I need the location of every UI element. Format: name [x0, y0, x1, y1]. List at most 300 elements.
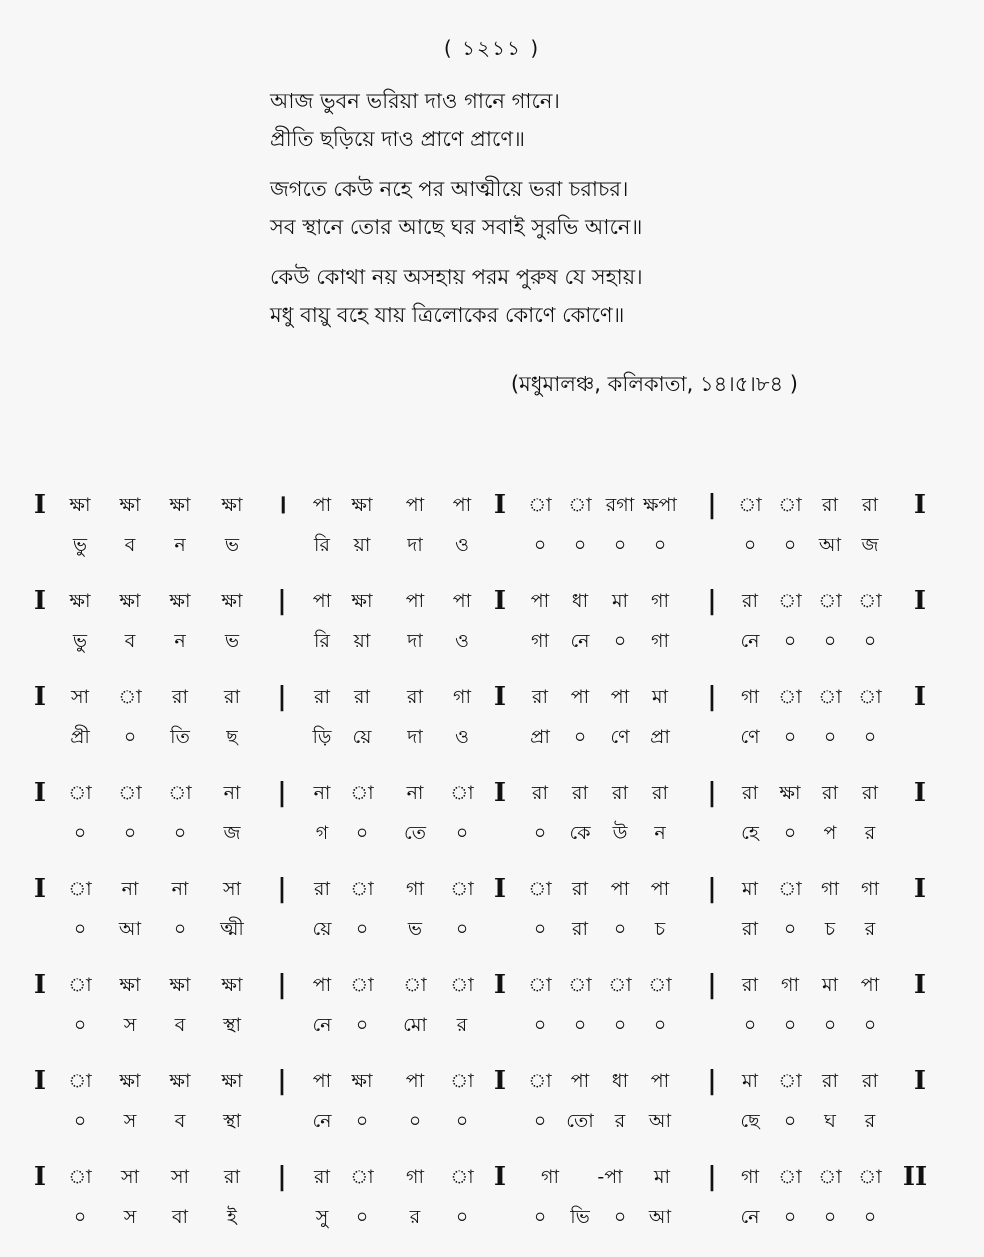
swara-note: ক্ষা — [221, 590, 243, 612]
lyric-syllable: ০ — [823, 630, 837, 652]
swara-note: া — [818, 686, 842, 708]
bar-line: I — [493, 778, 507, 808]
lyric-syllable: তি — [170, 726, 190, 748]
lyric-syllable: ০ — [653, 1014, 667, 1036]
lyric-line: প্রীতি ছড়িয়ে দাও প্রাণে প্রাণে॥ — [270, 127, 525, 151]
credit-line: (মধুমালঞ্চ, কলিকাতা, ১৪।৫।৮৪ ) — [510, 372, 798, 396]
swara-note: া — [858, 590, 882, 612]
lyric-syllable: নে — [740, 1206, 760, 1228]
lyric-syllable: ০ — [455, 1206, 469, 1228]
swara-note: া — [450, 878, 474, 900]
swara-note: ক্ষা — [119, 1070, 141, 1092]
swara-note: া — [68, 782, 92, 804]
lyric-syllable: বা — [171, 1206, 189, 1228]
swara-note: সা — [120, 1166, 140, 1188]
lyric-syllable: ব — [174, 1014, 186, 1036]
lyric-syllable: ০ — [173, 822, 187, 844]
lyric-syllable: ০ — [73, 1206, 87, 1228]
lyric-syllable: ০ — [355, 918, 369, 940]
bar-line: I — [33, 682, 47, 712]
lyric-syllable: স — [123, 1014, 137, 1036]
swara-note: রা — [742, 590, 758, 612]
swara-note: না — [171, 878, 189, 900]
swara-note: পা — [452, 590, 472, 612]
swara-note: গা — [821, 878, 839, 900]
bar-line: | — [277, 874, 287, 904]
swara-note: রা — [532, 686, 548, 708]
lyric-syllable: জ — [861, 534, 879, 556]
swara-note: া — [778, 878, 802, 900]
lyric-syllable: ন — [174, 630, 186, 652]
lyric-syllable: ০ — [73, 1014, 87, 1036]
swara-note: া — [818, 590, 842, 612]
bar-line: I — [913, 682, 927, 712]
swara-note: া — [450, 974, 474, 996]
swara-note: পা — [405, 494, 425, 516]
lyric-syllable: ০ — [355, 1206, 369, 1228]
lyric-syllable: গ — [315, 822, 329, 844]
swara-note: গা — [453, 686, 471, 708]
page-number: ( ১২১১ ) — [443, 36, 541, 60]
swara-note: া — [738, 494, 762, 516]
lyric-syllable: নে — [312, 1110, 332, 1132]
swara-note: পা — [405, 1070, 425, 1092]
swara-note: রা — [314, 686, 330, 708]
swara-note: মা — [653, 1166, 671, 1188]
swara-note: া — [568, 974, 592, 996]
swara-note: ক্ষা — [221, 974, 243, 996]
lyric-syllable: ০ — [573, 726, 587, 748]
lyric-syllable: ০ — [783, 918, 797, 940]
swara-note: া — [778, 686, 802, 708]
lyric-syllable: আ — [648, 1206, 672, 1228]
swara-note: পা — [530, 590, 550, 612]
swara-note: ধা — [611, 1070, 629, 1092]
lyric-syllable: ভু — [72, 630, 88, 652]
swara-note: রা — [572, 782, 588, 804]
lyric-syllable: ই — [227, 1206, 237, 1228]
swara-note: রা — [652, 782, 668, 804]
swara-note: রা — [572, 878, 588, 900]
lyric-syllable: দা — [407, 534, 423, 556]
lyric-syllable: ০ — [783, 1206, 797, 1228]
swara-note: গা — [741, 1166, 759, 1188]
swara-note: ক্ষা — [169, 1070, 191, 1092]
lyric-syllable: ভ — [407, 918, 423, 940]
swara-note: া — [858, 686, 882, 708]
lyric-syllable: ০ — [613, 1206, 627, 1228]
swara-note: না — [313, 782, 331, 804]
swara-note: পা — [650, 1070, 670, 1092]
bar-line: I — [913, 490, 927, 520]
swara-note: সা — [222, 878, 242, 900]
lyric-syllable: র — [864, 1110, 876, 1132]
lyric-syllable: ও — [455, 726, 469, 748]
swara-note: রা — [742, 974, 758, 996]
lyric-line: জগতে কেউ নহে পর আত্মীয়ে ভরা চরাচর। — [270, 177, 629, 201]
lyric-syllable: রা — [742, 918, 758, 940]
lyric-syllable: র — [864, 822, 876, 844]
swara-note: রা — [224, 686, 240, 708]
lyric-syllable: ০ — [173, 918, 187, 940]
lyric-syllable: ০ — [823, 1014, 837, 1036]
swara-note: া — [68, 1166, 92, 1188]
lyric-syllable: ০ — [613, 918, 627, 940]
swara-note: রা — [822, 494, 838, 516]
lyric-line: কেউ কোথা নয় অসহায় পরম পুরুষ যে সহায়। — [270, 265, 643, 289]
lyric-syllable: ০ — [455, 822, 469, 844]
lyric-syllable: নে — [570, 630, 590, 652]
bar-line: I — [33, 490, 47, 520]
lyric-syllable: ঘ — [824, 1110, 836, 1132]
bar-line: I — [913, 970, 927, 1000]
lyric-syllable: গা — [651, 630, 669, 652]
swara-note: রা — [532, 782, 548, 804]
swara-note: া — [450, 782, 474, 804]
swara-note: মা — [651, 686, 669, 708]
lyric-syllable: ছে — [740, 1110, 760, 1132]
swara-note: া — [350, 974, 374, 996]
lyric-syllable: ণে — [610, 726, 630, 748]
swara-note: া — [350, 1166, 374, 1188]
lyric-syllable: ০ — [123, 726, 137, 748]
swara-note: গা — [406, 878, 424, 900]
lyric-syllable: ভু — [72, 534, 88, 556]
bar-line: | — [707, 1162, 717, 1192]
lyric-line: মধু বায়ু বহে যায় ত্রিলোকের কোণে কোণে॥ — [270, 303, 625, 327]
lyric-syllable: ভ — [224, 630, 240, 652]
bar-line: I — [33, 970, 47, 1000]
lyric-syllable: ০ — [123, 822, 137, 844]
swara-note: পা — [452, 494, 472, 516]
swara-note: া — [528, 1070, 552, 1092]
swara-note: ধা — [571, 590, 589, 612]
bar-line: | — [277, 778, 287, 808]
swara-note: মা — [821, 974, 839, 996]
swara-note: না — [406, 782, 424, 804]
swara-note: ক্ষা — [169, 494, 191, 516]
bar-line: I — [33, 874, 47, 904]
bar-line: I — [33, 1066, 47, 1096]
swara-note: পা — [312, 974, 332, 996]
swara-note: া — [528, 494, 552, 516]
lyric-syllable: ছ — [226, 726, 238, 748]
lyric-syllable: ০ — [73, 1110, 87, 1132]
lyric-syllable: ব — [124, 630, 136, 652]
swara-note: না — [223, 782, 241, 804]
lyric-syllable: ০ — [573, 534, 587, 556]
swara-note: া — [68, 878, 92, 900]
swara-note: গা — [861, 878, 879, 900]
swara-note: ক্ষা — [351, 590, 373, 612]
swara-note: ক্ষা — [169, 590, 191, 612]
lyric-syllable: র — [409, 1206, 421, 1228]
lyric-syllable: ০ — [573, 1014, 587, 1036]
swara-note: মা — [741, 1070, 759, 1092]
bar-line: I — [33, 586, 47, 616]
lyric-syllable: ০ — [455, 918, 469, 940]
lyric-syllable: ০ — [455, 1110, 469, 1132]
swara-note: ক্ষা — [69, 494, 91, 516]
swara-note: রা — [612, 782, 628, 804]
lyric-syllable: চ — [824, 918, 836, 940]
lyric-syllable: র — [864, 918, 876, 940]
lyric-syllable: প্রা — [530, 726, 550, 748]
lyric-syllable: ০ — [613, 1014, 627, 1036]
lyric-syllable: ০ — [613, 534, 627, 556]
lyric-syllable: ত্মী — [220, 918, 244, 940]
swara-note: সা — [70, 686, 90, 708]
swara-note: া — [68, 1070, 92, 1092]
bar-line: | — [707, 490, 717, 520]
bar-line: | — [707, 874, 717, 904]
lyric-syllable: রি — [314, 534, 330, 556]
lyric-syllable: য়া — [353, 534, 371, 556]
swara-note: া — [350, 782, 374, 804]
lyric-syllable: ০ — [823, 1206, 837, 1228]
lyric-syllable: ও — [455, 630, 469, 652]
swara-note: ক্ষা — [779, 782, 801, 804]
swara-note: পা — [860, 974, 880, 996]
lyric-syllable: ০ — [533, 1206, 547, 1228]
swara-note: া — [118, 686, 142, 708]
lyric-syllable: ০ — [653, 534, 667, 556]
swara-note: গা — [406, 1166, 424, 1188]
lyric-syllable: ০ — [783, 822, 797, 844]
swara-note: রা — [224, 1166, 240, 1188]
swara-note: রা — [822, 1070, 838, 1092]
bar-line: I — [493, 874, 507, 904]
lyric-syllable: নে — [312, 1014, 332, 1036]
lyric-syllable: জ — [223, 822, 241, 844]
swara-note: রা — [862, 782, 878, 804]
bar-line: | — [707, 586, 717, 616]
swara-note: া — [778, 1070, 802, 1092]
lyric-syllable: দা — [407, 726, 423, 748]
swara-note: ক্ষা — [351, 1070, 373, 1092]
swara-note: পা — [570, 1070, 590, 1092]
swara-note: া — [528, 974, 552, 996]
lyric-syllable: তো — [566, 1110, 594, 1132]
swara-note: গা — [651, 590, 669, 612]
lyric-syllable: রি — [314, 630, 330, 652]
lyric-syllable: হে — [741, 822, 759, 844]
swara-note: রা — [407, 686, 423, 708]
bar-line: | — [277, 1066, 287, 1096]
lyric-syllable: গা — [531, 630, 549, 652]
bar-line: I — [33, 1162, 47, 1192]
lyric-syllable: সু — [315, 1206, 329, 1228]
swara-note: রা — [742, 782, 758, 804]
lyric-syllable: ০ — [783, 534, 797, 556]
swara-note: া — [450, 1070, 474, 1092]
lyric-syllable: ব — [124, 534, 136, 556]
lyric-syllable: য়ে — [312, 918, 332, 940]
lyric-syllable: ন — [174, 534, 186, 556]
bar-line: I — [493, 490, 507, 520]
bar-line: I — [913, 586, 927, 616]
lyric-syllable: নে — [740, 630, 760, 652]
swara-note: া — [68, 974, 92, 996]
lyric-syllable: য়ে — [352, 726, 372, 748]
lyric-line: আজ ভুবন ভরিয়া দাও গানে গানে। — [270, 89, 560, 113]
lyric-syllable: স্থা — [222, 1110, 242, 1132]
bar-line: । — [277, 490, 287, 520]
swara-note: া — [528, 878, 552, 900]
lyric-syllable: ০ — [783, 1110, 797, 1132]
swara-note: -পা — [597, 1166, 623, 1188]
swara-note: রগা — [605, 494, 635, 516]
swara-note: ক্ষা — [119, 974, 141, 996]
swara-note: া — [818, 1166, 842, 1188]
bar-line: | — [277, 1162, 287, 1192]
swara-note: পা — [312, 494, 332, 516]
swara-note: পা — [610, 686, 630, 708]
swara-note: পা — [650, 878, 670, 900]
bar-line: | — [707, 970, 717, 1000]
lyric-syllable: র — [614, 1110, 626, 1132]
lyric-syllable: কে — [569, 822, 591, 844]
swara-note: া — [450, 1166, 474, 1188]
swara-note: পা — [312, 590, 332, 612]
lyric-syllable: ব — [174, 1110, 186, 1132]
swara-note: রা — [172, 686, 188, 708]
lyric-syllable: য়া — [353, 630, 371, 652]
lyric-syllable: ০ — [823, 726, 837, 748]
lyric-syllable: আ — [648, 1110, 672, 1132]
lyric-syllable: আ — [818, 534, 842, 556]
swara-note: া — [778, 590, 802, 612]
swara-note: া — [858, 1166, 882, 1188]
lyric-syllable: ০ — [613, 630, 627, 652]
lyric-syllable: ভি — [570, 1206, 590, 1228]
bar-line: I — [913, 1066, 927, 1096]
lyric-syllable: ০ — [73, 918, 87, 940]
swara-note: ক্ষা — [351, 494, 373, 516]
swara-note: রা — [354, 686, 370, 708]
swara-note: মা — [611, 590, 629, 612]
swara-note: সা — [170, 1166, 190, 1188]
lyric-syllable: ও — [455, 534, 469, 556]
swara-note: া — [350, 878, 374, 900]
lyric-syllable: ০ — [863, 1014, 877, 1036]
swara-note: রা — [314, 1166, 330, 1188]
lyric-syllable: স — [123, 1110, 137, 1132]
lyric-syllable: প্রী — [70, 726, 90, 748]
lyric-syllable: মো — [403, 1014, 427, 1036]
lyric-syllable: ০ — [533, 1110, 547, 1132]
bar-line: I — [33, 778, 47, 808]
lyric-syllable: ০ — [355, 822, 369, 844]
lyric-syllable: ০ — [355, 1110, 369, 1132]
swara-note: গা — [541, 1166, 559, 1188]
swara-note: ক্ষা — [169, 974, 191, 996]
swara-note: া — [648, 974, 672, 996]
lyric-syllable: ০ — [863, 630, 877, 652]
bar-line: I — [913, 778, 927, 808]
swara-note: ক্ষা — [119, 590, 141, 612]
lyric-syllable: র — [456, 1014, 468, 1036]
lyric-syllable: ণে — [740, 726, 760, 748]
lyric-syllable: ০ — [533, 534, 547, 556]
swara-note: রা — [822, 782, 838, 804]
lyric-syllable: দা — [407, 630, 423, 652]
swara-note: ক্ষা — [119, 494, 141, 516]
lyric-syllable: ০ — [783, 1014, 797, 1036]
swara-note: ক্ষপা — [643, 494, 677, 516]
swara-note: ক্ষা — [69, 590, 91, 612]
bar-line: II — [902, 1162, 928, 1192]
bar-line: I — [493, 1162, 507, 1192]
bar-line: I — [493, 1066, 507, 1096]
bar-line: | — [707, 778, 717, 808]
bar-line: I — [493, 586, 507, 616]
lyric-syllable: ০ — [408, 1110, 422, 1132]
swara-note: পা — [312, 1070, 332, 1092]
lyric-syllable: ০ — [533, 822, 547, 844]
swara-note: গা — [781, 974, 799, 996]
lyric-syllable: ০ — [783, 630, 797, 652]
lyric-syllable: ভ — [224, 534, 240, 556]
lyric-syllable: স্থা — [222, 1014, 242, 1036]
swara-note: রা — [314, 878, 330, 900]
bar-line: I — [913, 874, 927, 904]
lyric-line: সব স্থানে তোর আছে ঘর সবাই সুরভি আনে॥ — [270, 215, 643, 239]
swara-note: গা — [741, 686, 759, 708]
lyric-syllable: তে — [404, 822, 426, 844]
swara-note: া — [608, 974, 632, 996]
swara-note: পা — [570, 686, 590, 708]
lyric-syllable: ০ — [863, 1206, 877, 1228]
swara-note: রা — [862, 1070, 878, 1092]
lyric-syllable: প্রা — [650, 726, 670, 748]
swara-note: না — [121, 878, 139, 900]
swara-note: া — [568, 494, 592, 516]
lyric-syllable: ০ — [533, 918, 547, 940]
swara-note: া — [403, 974, 427, 996]
bar-line: | — [277, 586, 287, 616]
swara-note: পা — [610, 878, 630, 900]
lyric-syllable: ০ — [743, 534, 757, 556]
swara-note: মা — [741, 878, 759, 900]
lyric-syllable: ০ — [533, 1014, 547, 1036]
swara-note: া — [778, 494, 802, 516]
lyric-syllable: ০ — [743, 1014, 757, 1036]
swara-note: ক্ষা — [221, 494, 243, 516]
lyric-syllable: চ — [654, 918, 666, 940]
swara-note: পা — [405, 590, 425, 612]
bar-line: | — [707, 1066, 717, 1096]
swara-note: া — [778, 1166, 802, 1188]
lyric-syllable: ড়ি — [312, 726, 332, 748]
bar-line: | — [277, 970, 287, 1000]
swara-note: া — [168, 782, 192, 804]
lyric-syllable: ন — [654, 822, 666, 844]
lyric-syllable: রা — [572, 918, 588, 940]
lyric-syllable: আ — [118, 918, 142, 940]
lyric-syllable: প — [823, 822, 837, 844]
lyric-syllable: উ — [612, 822, 628, 844]
lyric-syllable: স — [123, 1206, 137, 1228]
lyric-syllable: ০ — [783, 726, 797, 748]
bar-line: I — [493, 970, 507, 1000]
lyric-syllable: ০ — [73, 822, 87, 844]
swara-note: ক্ষা — [221, 1070, 243, 1092]
lyric-syllable: ০ — [863, 726, 877, 748]
bar-line: | — [707, 682, 717, 712]
lyric-syllable: ০ — [355, 1014, 369, 1036]
swara-note: রা — [862, 494, 878, 516]
